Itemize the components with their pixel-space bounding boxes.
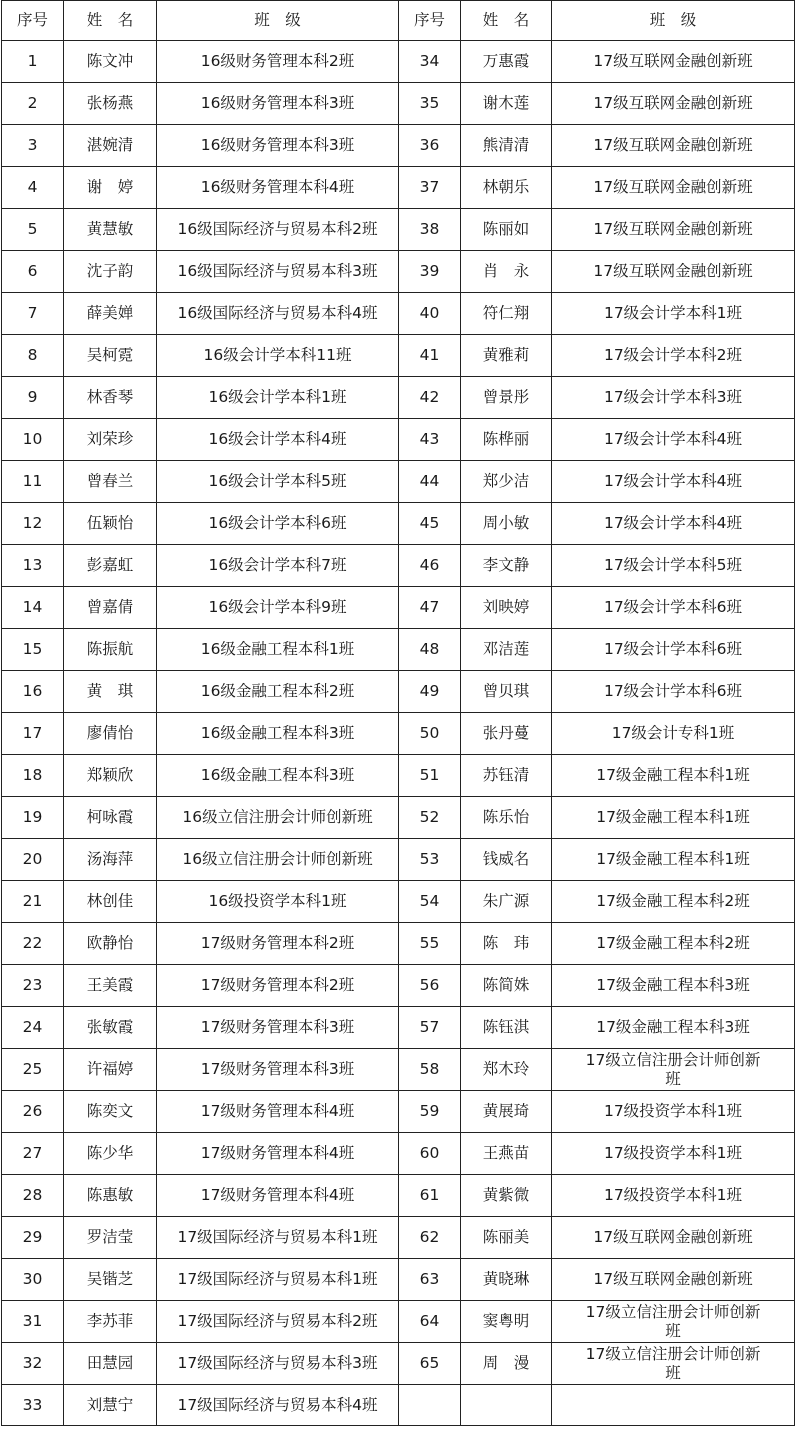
name-cell: 陈乐怡 [461,797,552,839]
name-cell: 柯咏霞 [64,797,157,839]
table-row [2,713,795,755]
seq-cell: 13 [2,545,64,587]
header-seq: 序号 [399,1,461,41]
table-row [2,1133,795,1175]
class-cell: 16级会计学本科9班 [157,587,399,629]
class-cell: 17级会计学本科4班 [552,503,795,545]
name-cell: 谢 婷 [64,167,157,209]
seq-cell: 11 [2,461,64,503]
class-cell: 17级财务管理本科4班 [157,1091,399,1133]
name-cell: 郑木玲 [461,1049,552,1091]
class-cell: 17级金融工程本科1班 [552,755,795,797]
name-cell: 陈钰淇 [461,1007,552,1049]
class-cell: 17级财务管理本科4班 [157,1133,399,1175]
table-row [2,377,795,419]
seq-cell: 39 [399,251,461,293]
seq-cell: 42 [399,377,461,419]
seq-cell: 52 [399,797,461,839]
seq-cell: 34 [399,41,461,83]
name-cell: 苏钰清 [461,755,552,797]
name-cell: 林朝乐 [461,167,552,209]
seq-cell: 22 [2,923,64,965]
class-cell: 17级金融工程本科1班 [552,839,795,881]
seq-cell: 17 [2,713,64,755]
class-cell: 17级金融工程本科1班 [552,797,795,839]
class-cell: 17级会计专科1班 [552,713,795,755]
seq-cell: 20 [2,839,64,881]
name-cell: 李文静 [461,545,552,587]
header-row [2,1,795,41]
class-cell: 17级国际经济与贸易本科1班 [157,1259,399,1301]
table-row [2,881,795,923]
table-row [2,587,795,629]
seq-cell: 1 [2,41,64,83]
seq-cell: 3 [2,125,64,167]
class-cell: 17级金融工程本科3班 [552,965,795,1007]
seq-cell: 32 [2,1343,64,1385]
name-cell: 黄 琪 [64,671,157,713]
seq-cell: 36 [399,125,461,167]
table-row [2,1091,795,1133]
name-cell: 湛婉清 [64,125,157,167]
seq-cell: 7 [2,293,64,335]
seq-cell: 54 [399,881,461,923]
seq-cell: 62 [399,1217,461,1259]
table-row [2,83,795,125]
class-cell: 16级财务管理本科3班 [157,83,399,125]
name-cell: 张杨燕 [64,83,157,125]
seq-cell: 35 [399,83,461,125]
name-cell: 吴锴芝 [64,1259,157,1301]
class-cell: 16级国际经济与贸易本科3班 [157,251,399,293]
name-cell: 黄晓琳 [461,1259,552,1301]
class-cell: 17级财务管理本科3班 [157,1007,399,1049]
table-row [2,1175,795,1217]
student-roster-table [1,0,795,1426]
name-cell: 伍颖怡 [64,503,157,545]
seq-cell: 18 [2,755,64,797]
table-row [2,797,795,839]
seq-cell: 50 [399,713,461,755]
name-cell: 熊清清 [461,125,552,167]
name-cell: 黄紫微 [461,1175,552,1217]
class-cell: 16级金融工程本科3班 [157,713,399,755]
table-row [2,419,795,461]
seq-cell: 8 [2,335,64,377]
seq-cell: 58 [399,1049,461,1091]
class-cell: 16级金融工程本科1班 [157,629,399,671]
class-cell: 17级会计学本科5班 [552,545,795,587]
class-cell: 17级金融工程本科3班 [552,1007,795,1049]
name-cell: 彭嘉虹 [64,545,157,587]
class-cell: 17级财务管理本科3班 [157,1049,399,1091]
name-cell: 肖 永 [461,251,552,293]
class-cell: 17级国际经济与贸易本科2班 [157,1301,399,1343]
name-cell: 朱广源 [461,881,552,923]
name-cell: 陈文冲 [64,41,157,83]
class-cell: 16级会计学本科4班 [157,419,399,461]
table-row [2,1217,795,1259]
name-cell: 黄展琦 [461,1091,552,1133]
name-cell: 张丹蔓 [461,713,552,755]
seq-cell: 61 [399,1175,461,1217]
class-cell: 17级立信注册会计师创新班 [552,1301,795,1343]
table-row [2,335,795,377]
name-cell: 郑少洁 [461,461,552,503]
seq-cell: 47 [399,587,461,629]
class-cell: 17级互联网金融创新班 [552,209,795,251]
name-cell: 郑颖欣 [64,755,157,797]
name-cell: 田慧园 [64,1343,157,1385]
seq-cell: 59 [399,1091,461,1133]
name-cell: 陈 玮 [461,923,552,965]
name-cell: 欧静怡 [64,923,157,965]
class-cell: 16级会计学本科6班 [157,503,399,545]
name-cell: 窦粤明 [461,1301,552,1343]
seq-cell: 27 [2,1133,64,1175]
name-cell: 刘映婷 [461,587,552,629]
name-cell: 薛美婵 [64,293,157,335]
seq-cell: 40 [399,293,461,335]
table-row [2,671,795,713]
class-cell: 17级国际经济与贸易本科4班 [157,1385,399,1426]
class-cell: 17级金融工程本科2班 [552,881,795,923]
seq-cell: 10 [2,419,64,461]
table-row [2,1343,795,1385]
table-row [2,125,795,167]
class-cell: 17级会计学本科6班 [552,629,795,671]
name-cell: 曾贝琪 [461,671,552,713]
seq-cell: 63 [399,1259,461,1301]
class-cell: 16级立信注册会计师创新班 [157,839,399,881]
name-cell: 李苏菲 [64,1301,157,1343]
name-cell: 万惠霞 [461,41,552,83]
table-row [2,209,795,251]
table-row [2,503,795,545]
name-cell: 谢木莲 [461,83,552,125]
name-cell: 曾春兰 [64,461,157,503]
seq-cell: 25 [2,1049,64,1091]
seq-cell: 19 [2,797,64,839]
name-cell: 周小敏 [461,503,552,545]
class-cell: 17级会计学本科3班 [552,377,795,419]
seq-cell: 53 [399,839,461,881]
name-cell: 沈子韵 [64,251,157,293]
name-cell: 廖倩怡 [64,713,157,755]
class-cell: 16级会计学本科11班 [157,335,399,377]
seq-cell: 46 [399,545,461,587]
seq-cell: 21 [2,881,64,923]
name-cell: 许福婷 [64,1049,157,1091]
class-cell: 17级金融工程本科2班 [552,923,795,965]
class-cell: 17级国际经济与贸易本科3班 [157,1343,399,1385]
class-cell: 17级互联网金融创新班 [552,83,795,125]
class-cell: 17级投资学本科1班 [552,1133,795,1175]
seq-cell: 55 [399,923,461,965]
seq-cell: 41 [399,335,461,377]
seq-cell: 4 [2,167,64,209]
name-cell: 张敏霞 [64,1007,157,1049]
seq-cell: 51 [399,755,461,797]
name-cell: 陈桦丽 [461,419,552,461]
class-cell: 17级会计学本科1班 [552,293,795,335]
roster-body [2,41,795,1426]
name-cell: 周 漫 [461,1343,552,1385]
header-class: 班 级 [552,1,795,41]
seq-cell: 56 [399,965,461,1007]
class-cell: 17级财务管理本科2班 [157,965,399,1007]
class-cell: 16级立信注册会计师创新班 [157,797,399,839]
name-cell: 钱威名 [461,839,552,881]
class-cell: 17级立信注册会计师创新班 [552,1343,795,1385]
class-cell: 17级投资学本科1班 [552,1175,795,1217]
name-cell: 符仁翔 [461,293,552,335]
class-cell: 17级会计学本科4班 [552,419,795,461]
name-cell: 王燕苗 [461,1133,552,1175]
seq-cell: 28 [2,1175,64,1217]
seq-cell: 48 [399,629,461,671]
class-cell: 16级会计学本科1班 [157,377,399,419]
seq-cell: 44 [399,461,461,503]
class-cell: 16级金融工程本科3班 [157,755,399,797]
name-cell: 陈惠敏 [64,1175,157,1217]
name-cell: 曾景彤 [461,377,552,419]
name-cell: 黄慧敏 [64,209,157,251]
class-cell: 16级国际经济与贸易本科2班 [157,209,399,251]
class-cell: 17级互联网金融创新班 [552,125,795,167]
table-row [2,965,795,1007]
seq-cell: 38 [399,209,461,251]
class-cell: 17级会计学本科4班 [552,461,795,503]
name-cell: 汤海萍 [64,839,157,881]
seq-cell: 9 [2,377,64,419]
seq-cell: 29 [2,1217,64,1259]
class-cell: 16级财务管理本科3班 [157,125,399,167]
seq-cell: 65 [399,1343,461,1385]
table-row [2,1007,795,1049]
table-row [2,293,795,335]
class-cell: 16级会计学本科5班 [157,461,399,503]
class-cell [552,1385,795,1426]
class-cell: 16级财务管理本科4班 [157,167,399,209]
class-cell: 17级财务管理本科2班 [157,923,399,965]
name-cell: 黄雅莉 [461,335,552,377]
class-cell: 17级财务管理本科4班 [157,1175,399,1217]
class-cell: 17级互联网金融创新班 [552,1259,795,1301]
class-cell: 17级会计学本科6班 [552,671,795,713]
name-cell: 陈振航 [64,629,157,671]
class-cell: 17级投资学本科1班 [552,1091,795,1133]
table-row [2,755,795,797]
table-row [2,461,795,503]
table-row [2,1049,795,1091]
class-cell: 16级金融工程本科2班 [157,671,399,713]
seq-cell: 45 [399,503,461,545]
seq-cell: 30 [2,1259,64,1301]
header-class: 班 级 [157,1,399,41]
class-cell: 17级国际经济与贸易本科1班 [157,1217,399,1259]
seq-cell: 15 [2,629,64,671]
seq-cell: 37 [399,167,461,209]
table-row [2,629,795,671]
class-cell: 17级会计学本科2班 [552,335,795,377]
name-cell: 吴柯霓 [64,335,157,377]
header-seq: 序号 [2,1,64,41]
table-row [2,1259,795,1301]
table-row [2,1301,795,1343]
seq-cell: 23 [2,965,64,1007]
seq-cell: 24 [2,1007,64,1049]
name-cell: 林创佳 [64,881,157,923]
header-name: 姓 名 [461,1,552,41]
name-cell: 陈少华 [64,1133,157,1175]
table-row [2,545,795,587]
table-row [2,1385,795,1426]
name-cell: 罗洁莹 [64,1217,157,1259]
seq-cell: 6 [2,251,64,293]
seq-cell: 12 [2,503,64,545]
seq-cell [399,1385,461,1426]
seq-cell: 5 [2,209,64,251]
seq-cell: 31 [2,1301,64,1343]
name-cell: 陈简姝 [461,965,552,1007]
seq-cell: 49 [399,671,461,713]
table-row [2,41,795,83]
class-cell: 17级互联网金融创新班 [552,167,795,209]
name-cell: 曾嘉倩 [64,587,157,629]
name-cell: 王美霞 [64,965,157,1007]
name-cell: 林香琴 [64,377,157,419]
header-name: 姓 名 [64,1,157,41]
seq-cell: 57 [399,1007,461,1049]
name-cell: 陈奕文 [64,1091,157,1133]
seq-cell: 64 [399,1301,461,1343]
class-cell: 17级互联网金融创新班 [552,41,795,83]
seq-cell: 16 [2,671,64,713]
class-cell: 16级财务管理本科2班 [157,41,399,83]
table-row [2,167,795,209]
seq-cell: 2 [2,83,64,125]
seq-cell: 60 [399,1133,461,1175]
name-cell: 邓洁莲 [461,629,552,671]
name-cell [461,1385,552,1426]
name-cell: 刘慧宁 [64,1385,157,1426]
seq-cell: 26 [2,1091,64,1133]
class-cell: 17级会计学本科6班 [552,587,795,629]
class-cell: 17级互联网金融创新班 [552,251,795,293]
name-cell: 刘荣珍 [64,419,157,461]
class-cell: 16级会计学本科7班 [157,545,399,587]
seq-cell: 14 [2,587,64,629]
class-cell: 17级立信注册会计师创新班 [552,1049,795,1091]
class-cell: 16级国际经济与贸易本科4班 [157,293,399,335]
table-row [2,839,795,881]
name-cell: 陈丽美 [461,1217,552,1259]
class-cell: 16级投资学本科1班 [157,881,399,923]
table-row [2,251,795,293]
seq-cell: 43 [399,419,461,461]
seq-cell: 33 [2,1385,64,1426]
table-row [2,923,795,965]
class-cell: 17级互联网金融创新班 [552,1217,795,1259]
name-cell: 陈丽如 [461,209,552,251]
